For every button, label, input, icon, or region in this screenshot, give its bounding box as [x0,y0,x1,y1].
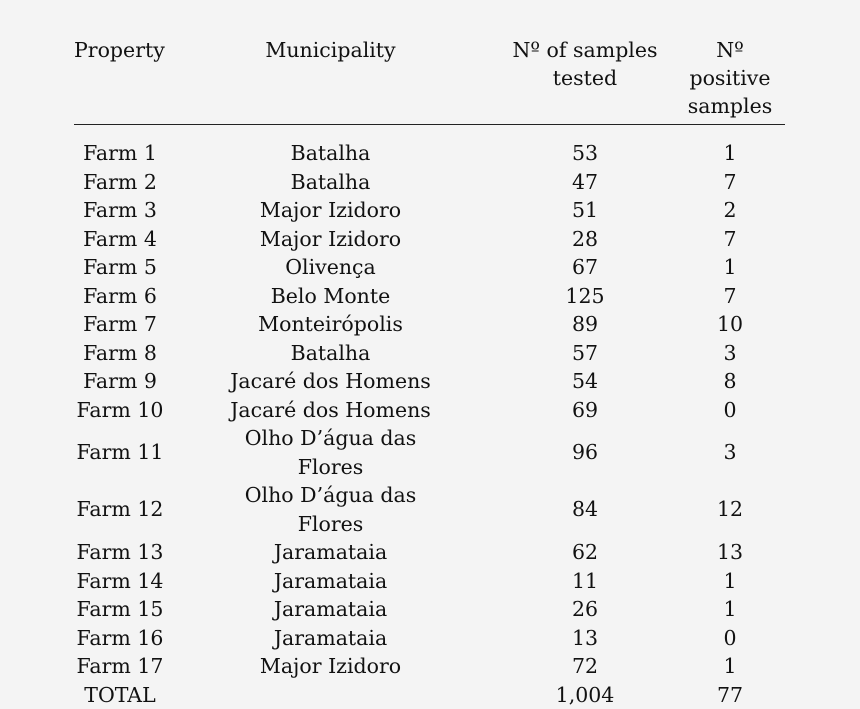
cell-municipality [166,652,495,681]
cell-municipality-text: Jaramataia [215,624,447,653]
cell-positive-samples: 1 [675,567,785,596]
cell-positive-samples: 7 [675,168,785,197]
table-row [74,567,785,596]
cell-samples-tested: 57 [495,339,675,368]
cell-municipality-text: Olho D’água das Flores [215,424,447,481]
cell-positive-samples: 8 [675,367,785,396]
cell-municipality-text: Major Izidoro [215,225,447,254]
cell-property-text: Farm 6 [74,282,166,311]
cell-samples-tested: 28 [495,225,675,254]
cell-municipality-text: Batalha [215,339,447,368]
cell-municipality [166,310,495,339]
cell-property [74,168,166,197]
table-row [74,624,785,653]
cell-samples-tested: 67 [495,253,675,282]
cell-property [74,282,166,311]
cell-property [74,367,166,396]
cell-municipality-text: Major Izidoro [215,196,447,225]
cell-samples-tested: 125 [495,282,675,311]
table-body [74,125,785,709]
table-row [74,538,785,567]
cell-positive-samples: 1 [675,652,785,681]
cell-property [74,253,166,282]
table-row [74,139,785,168]
table-row [74,168,785,197]
header-municipality [166,36,495,125]
cell-municipality [166,282,495,311]
cell-samples-tested: 62 [495,538,675,567]
cell-positive-samples: 1 [675,139,785,168]
cell-municipality [166,168,495,197]
table-row [74,396,785,425]
cell-property [74,481,166,538]
cell-property [74,310,166,339]
cell-property-text: Farm 14 [74,567,166,596]
cell-positive-samples: 3 [675,424,785,481]
cell-samples-tested: 89 [495,310,675,339]
cell-positive-samples: 13 [675,538,785,567]
cell-property-text: Farm 2 [74,168,166,197]
cell-positive-samples: 12 [675,481,785,538]
total-row [74,681,785,709]
cell-positive-samples: 0 [675,624,785,653]
cell-municipality-text: Olivença [215,253,447,282]
cell-property [74,567,166,596]
table-row [74,367,785,396]
cell-samples-tested: 72 [495,652,675,681]
cell-municipality [166,225,495,254]
cell-samples-tested: 84 [495,481,675,538]
table-row [74,196,785,225]
table-row [74,225,785,254]
table-row [74,282,785,311]
cell-property-text: Farm 11 [74,438,166,467]
table-row [74,310,785,339]
cell-municipality [166,253,495,282]
cell-municipality [166,196,495,225]
cell-property [74,225,166,254]
samples-table [74,36,785,709]
table-row [74,652,785,681]
cell-samples-tested: 53 [495,139,675,168]
cell-property-text: Farm 7 [74,310,166,339]
table-row [74,424,785,481]
cell-property [74,396,166,425]
cell-municipality [166,595,495,624]
cell-property [74,652,166,681]
cell-municipality [166,139,495,168]
cell-municipality-text: Batalha [215,139,447,168]
cell-samples-tested: 69 [495,396,675,425]
cell-municipality-text: Monteirópolis [215,310,447,339]
table-row [74,253,785,282]
cell-property [74,424,166,481]
cell-positive-samples: 3 [675,339,785,368]
cell-samples-tested: 47 [495,168,675,197]
header-samples-tested: Nº of samples tested [495,36,675,125]
cell-municipality [166,624,495,653]
cell-samples-tested: 96 [495,424,675,481]
cell-property [74,624,166,653]
cell-municipality [166,538,495,567]
cell-samples-tested: 13 [495,624,675,653]
header-municipality-label: Municipality [215,36,447,64]
cell-municipality [166,424,495,481]
cell-municipality [166,481,495,538]
cell-property [74,196,166,225]
header-row [74,36,785,125]
cell-property-text: Farm 13 [74,538,166,567]
cell-municipality-text: Batalha [215,168,447,197]
cell-property-text: Farm 12 [74,495,166,524]
cell-positive-samples: 0 [675,396,785,425]
total-municipality-empty [166,681,495,709]
cell-positive-samples: 7 [675,225,785,254]
cell-municipality-text: Jaramataia [215,567,447,596]
cell-samples-tested: 51 [495,196,675,225]
total-positive-samples: 77 [675,681,785,709]
cell-positive-samples: 1 [675,253,785,282]
cell-municipality-text: Jaramataia [215,538,447,567]
cell-municipality-text: Olho D’água das Flores [215,481,447,538]
cell-property [74,339,166,368]
cell-samples-tested: 54 [495,367,675,396]
cell-municipality-text: Major Izidoro [215,652,447,681]
cell-property-text: Farm 15 [74,595,166,624]
header-property: Property [74,36,166,125]
total-samples-tested: 1,004 [495,681,675,709]
cell-municipality-text: Jacaré dos Homens [215,367,447,396]
cell-municipality-text: Belo Monte [215,282,447,311]
cell-municipality [166,367,495,396]
table-row [74,481,785,538]
cell-property-text: Farm 1 [74,139,166,168]
total-label [74,681,166,709]
cell-property [74,139,166,168]
cell-property-text: Farm 5 [74,253,166,282]
cell-positive-samples: 2 [675,196,785,225]
cell-samples-tested: 26 [495,595,675,624]
cell-property-text: Farm 16 [74,624,166,653]
cell-positive-samples: 1 [675,595,785,624]
cell-samples-tested: 11 [495,567,675,596]
table-row [74,339,785,368]
total-label-text: TOTAL [74,681,166,709]
cell-property [74,538,166,567]
cell-property-text: Farm 17 [74,652,166,681]
table-header [74,36,785,125]
cell-property-text: Farm 8 [74,339,166,368]
cell-property-text: Farm 9 [74,367,166,396]
cell-property-text: Farm 4 [74,225,166,254]
cell-positive-samples: 10 [675,310,785,339]
cell-municipality [166,339,495,368]
header-spacer [74,125,785,140]
cell-property-text: Farm 3 [74,196,166,225]
header-positive-samples: Nº positive samples [675,36,785,125]
cell-municipality-text: Jacaré dos Homens [215,396,447,425]
cell-municipality [166,567,495,596]
table-row [74,595,785,624]
cell-property-text: Farm 10 [74,396,166,425]
cell-property [74,595,166,624]
cell-municipality [166,396,495,425]
cell-positive-samples: 7 [675,282,785,311]
cell-municipality-text: Jaramataia [215,595,447,624]
